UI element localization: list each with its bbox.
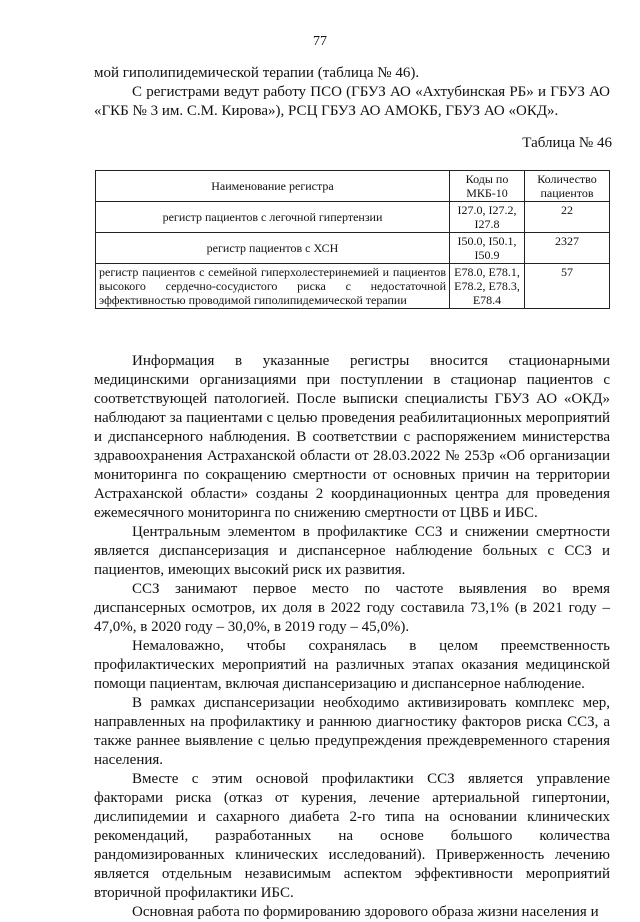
registry-name-cell: регистр пациентов с ХСН xyxy=(96,233,450,264)
intro-text xyxy=(94,64,610,121)
icd-codes-cell: E78.0, E78.1, E78.2, E78.3, E78.4 xyxy=(450,264,525,309)
header-icd-codes: Коды по МКБ-10 xyxy=(450,171,525,202)
table-row xyxy=(96,202,610,233)
icd-codes-cell: I27.0, I27.2, I27.8 xyxy=(450,202,525,233)
patient-count-cell: 57 xyxy=(525,264,610,309)
paragraph: В рамках диспансеризации необходимо активизировать комплекс мер, направленных на профилактику и раннюю диагностику факторов риска ССЗ, а также раннее выявление с целью предупреждения преждевременного старения населения. xyxy=(94,695,610,768)
registry-table xyxy=(95,170,610,309)
paragraph: Основная работа по формированию здорового образа жизни населения и xyxy=(132,904,599,920)
paragraph: ССЗ занимают первое место по частоте выявления во время диспансерных осмотров, их доля в 2022 году составила 73,1% (в 2021 году – 47,0%, в 2020 году – 30,0%, в 2019 году – 45,0%). xyxy=(94,581,610,635)
paragraph: Вместе с этим основой профилактики ССЗ является управление факторами риска (отказ от курения, лечение артериальной гипертонии, дислипидемии и сахарного диабета 2-го типа на основании клинических рекомендаций, разработанных на основе большого количества рандомизированных клинических исследований). Приверженность лечению является отдельным независимым аспектом эффективности мероприятий вторичной профилактики ИБС. xyxy=(94,771,610,901)
patient-count-cell: 22 xyxy=(525,202,610,233)
icd-codes-cell: I50.0, I50.1, I50.9 xyxy=(450,233,525,264)
body-text xyxy=(94,352,610,922)
paragraph: Немаловажно, чтобы сохранялась в целом преемственность профилактических мероприятий на различных этапах оказания медицинской помощи пациентам, включая диспансеризацию и диспансерное наблюдение. xyxy=(94,638,610,692)
paragraph: Информация в указанные регистры вносится стационарными медицинскими организациями при поступлении в стационар пациентов с соответствующей патологией. После выписки специалисты ГБУЗ АО «ОКД» наблюдают за пациентами с целью проведения реабилитационных мероприятий и диспансерного наблюдения. В соответствии с распоряжением министерства здравоохранения Астраханской области от 28.03.2022 № 253р «Об организации мониторинга по сокращению смертности от основных причин на территории Астраханской области» созданы 2 координационных центра для проведения ежемесячного мониторинга по снижению смертности от ЦВБ и ИБС. xyxy=(94,353,610,521)
registry-name-cell: регистр пациентов с легочной гипертензии xyxy=(96,202,450,233)
page-number: 77 xyxy=(313,34,327,49)
header-registry-name: Наименование регистра xyxy=(96,171,450,202)
paragraph: Центральным элементом в профилактике ССЗ и снижении смертности является диспансеризация и диспансерное наблюдение больных с ССЗ и пациентов, имеющих высокий риск их развития. xyxy=(94,524,610,578)
intro-line-2: С регистрами ведут работу ПСО (ГБУЗ АО «Ахтубинская РБ» и ГБУЗ АО «ГКБ № 3 им. С.М. Кирова»), РСЦ ГБУЗ АО АМОКБ, ГБУЗ АО «ОКД». xyxy=(94,84,610,119)
patient-count-cell: 2327 xyxy=(525,233,610,264)
table-row xyxy=(96,264,610,309)
registry-name-cell: регистр пациентов с семейной гиперхолестеринемией и пациентов высокого сердечно-сосудистого риска с недостаточной эффективностью проводимой гиполипидемической терапии xyxy=(96,264,450,309)
intro-line-1: мой гиполипидемической терапии (таблица № 46). xyxy=(94,65,420,81)
header-patient-count: Количество пациентов xyxy=(525,171,610,202)
table-caption: Таблица № 46 xyxy=(522,135,612,151)
table-row xyxy=(96,233,610,264)
table-header-row xyxy=(96,171,610,202)
